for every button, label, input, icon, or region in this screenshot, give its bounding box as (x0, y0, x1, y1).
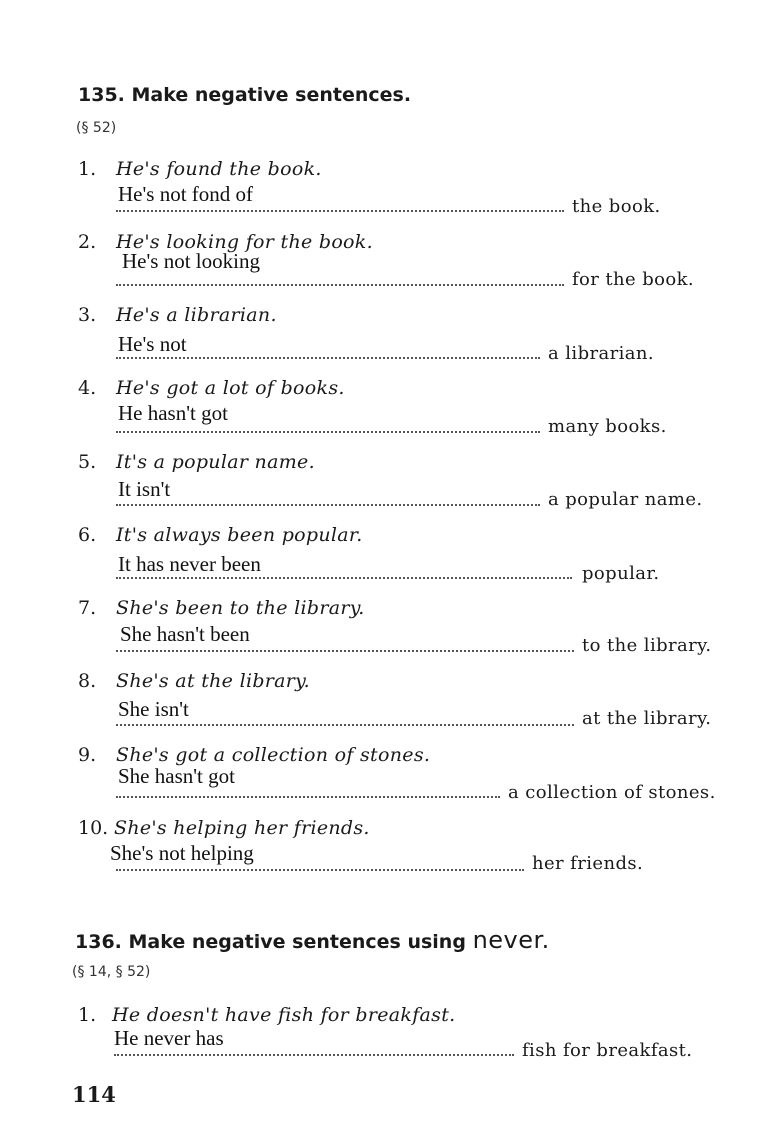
item-prompt: It's a popular name. (116, 451, 315, 473)
answer-field[interactable]: He's not fond of (118, 182, 254, 206)
item-prompt: He doesn't have fish for breakfast. (112, 1004, 456, 1026)
answer-line (116, 577, 572, 579)
item-ending: to the library. (582, 635, 712, 656)
answer-field[interactable]: He never has (114, 1026, 224, 1050)
item-prompt: She's been to the library. (116, 597, 365, 619)
item-number: 1. (78, 158, 97, 180)
answer-field[interactable]: He's not looking (122, 249, 260, 273)
item-ending: many books. (548, 416, 667, 437)
item-number: 10. (78, 817, 109, 839)
exercise-item (0, 158, 774, 228)
title-keyword: never. (472, 926, 550, 954)
item-number: 8. (78, 670, 97, 692)
item-ending: at the library. (582, 708, 712, 729)
item-prompt: He's got a lot of books. (116, 377, 345, 399)
exercise-item (0, 597, 774, 667)
exercise-item (0, 231, 774, 301)
answer-line (116, 650, 574, 652)
item-number: 5. (78, 451, 97, 473)
answer-field[interactable]: He hasn't got (118, 401, 228, 425)
exercise-item (0, 524, 774, 594)
answer-field[interactable]: It isn't (118, 477, 171, 501)
answer-line (116, 724, 574, 726)
item-number: 3. (78, 304, 97, 326)
item-prompt: She's at the library. (116, 670, 311, 692)
answer-line (116, 210, 564, 212)
item-ending: a collection of stones. (508, 782, 716, 803)
exercise-136-title (75, 926, 550, 954)
answer-field[interactable]: She isn't (118, 697, 189, 721)
answer-line (116, 796, 500, 798)
answer-line (116, 284, 564, 286)
exercise-item (0, 451, 774, 521)
answer-field[interactable]: She hasn't been (120, 622, 250, 646)
answer-field[interactable]: It has never been (118, 552, 261, 576)
item-ending: for the book. (572, 269, 695, 290)
item-ending: the book. (572, 196, 661, 217)
item-ending: fish for breakfast. (522, 1040, 693, 1061)
item-number: 2. (78, 231, 97, 253)
item-ending: her friends. (532, 853, 644, 874)
answer-line (116, 504, 540, 506)
answer-field[interactable]: He's not (118, 332, 187, 356)
item-number: 7. (78, 597, 97, 619)
exercise-item (0, 377, 774, 447)
answer-line (116, 431, 540, 433)
item-number: 1. (78, 1004, 97, 1026)
page-number: 114 (72, 1082, 116, 1107)
exercise-item (0, 670, 774, 740)
answer-line (116, 869, 524, 871)
item-prompt: He's a librarian. (116, 304, 277, 326)
item-prompt: He's looking for the book. (116, 231, 373, 253)
exercise-item (0, 817, 774, 887)
exercise-136-reference: (§ 14, § 52) (72, 964, 151, 980)
item-prompt: He's found the book. (116, 158, 322, 180)
item-prompt: She's helping her friends. (114, 817, 370, 839)
item-ending: a librarian. (548, 343, 655, 364)
exercise-item (0, 304, 774, 374)
title-text: 136. Make negative sentences using (75, 931, 466, 953)
item-prompt: She's got a collection of stones. (116, 744, 431, 766)
exercise-135-reference: (§ 52) (76, 120, 117, 136)
item-number: 4. (78, 377, 97, 399)
answer-line (114, 1054, 514, 1056)
exercise-item (0, 744, 774, 814)
exercise-item (0, 1004, 774, 1074)
item-ending: a popular name. (548, 489, 703, 510)
item-prompt: It's always been popular. (116, 524, 363, 546)
item-number: 6. (78, 524, 97, 546)
item-number: 9. (78, 744, 97, 766)
answer-field[interactable]: She's not helping (110, 841, 254, 865)
answer-field[interactable]: She hasn't got (118, 764, 235, 788)
exercise-135-title: 135. Make negative sentences. (78, 84, 412, 106)
item-ending: popular. (582, 563, 660, 584)
answer-line (116, 357, 540, 359)
